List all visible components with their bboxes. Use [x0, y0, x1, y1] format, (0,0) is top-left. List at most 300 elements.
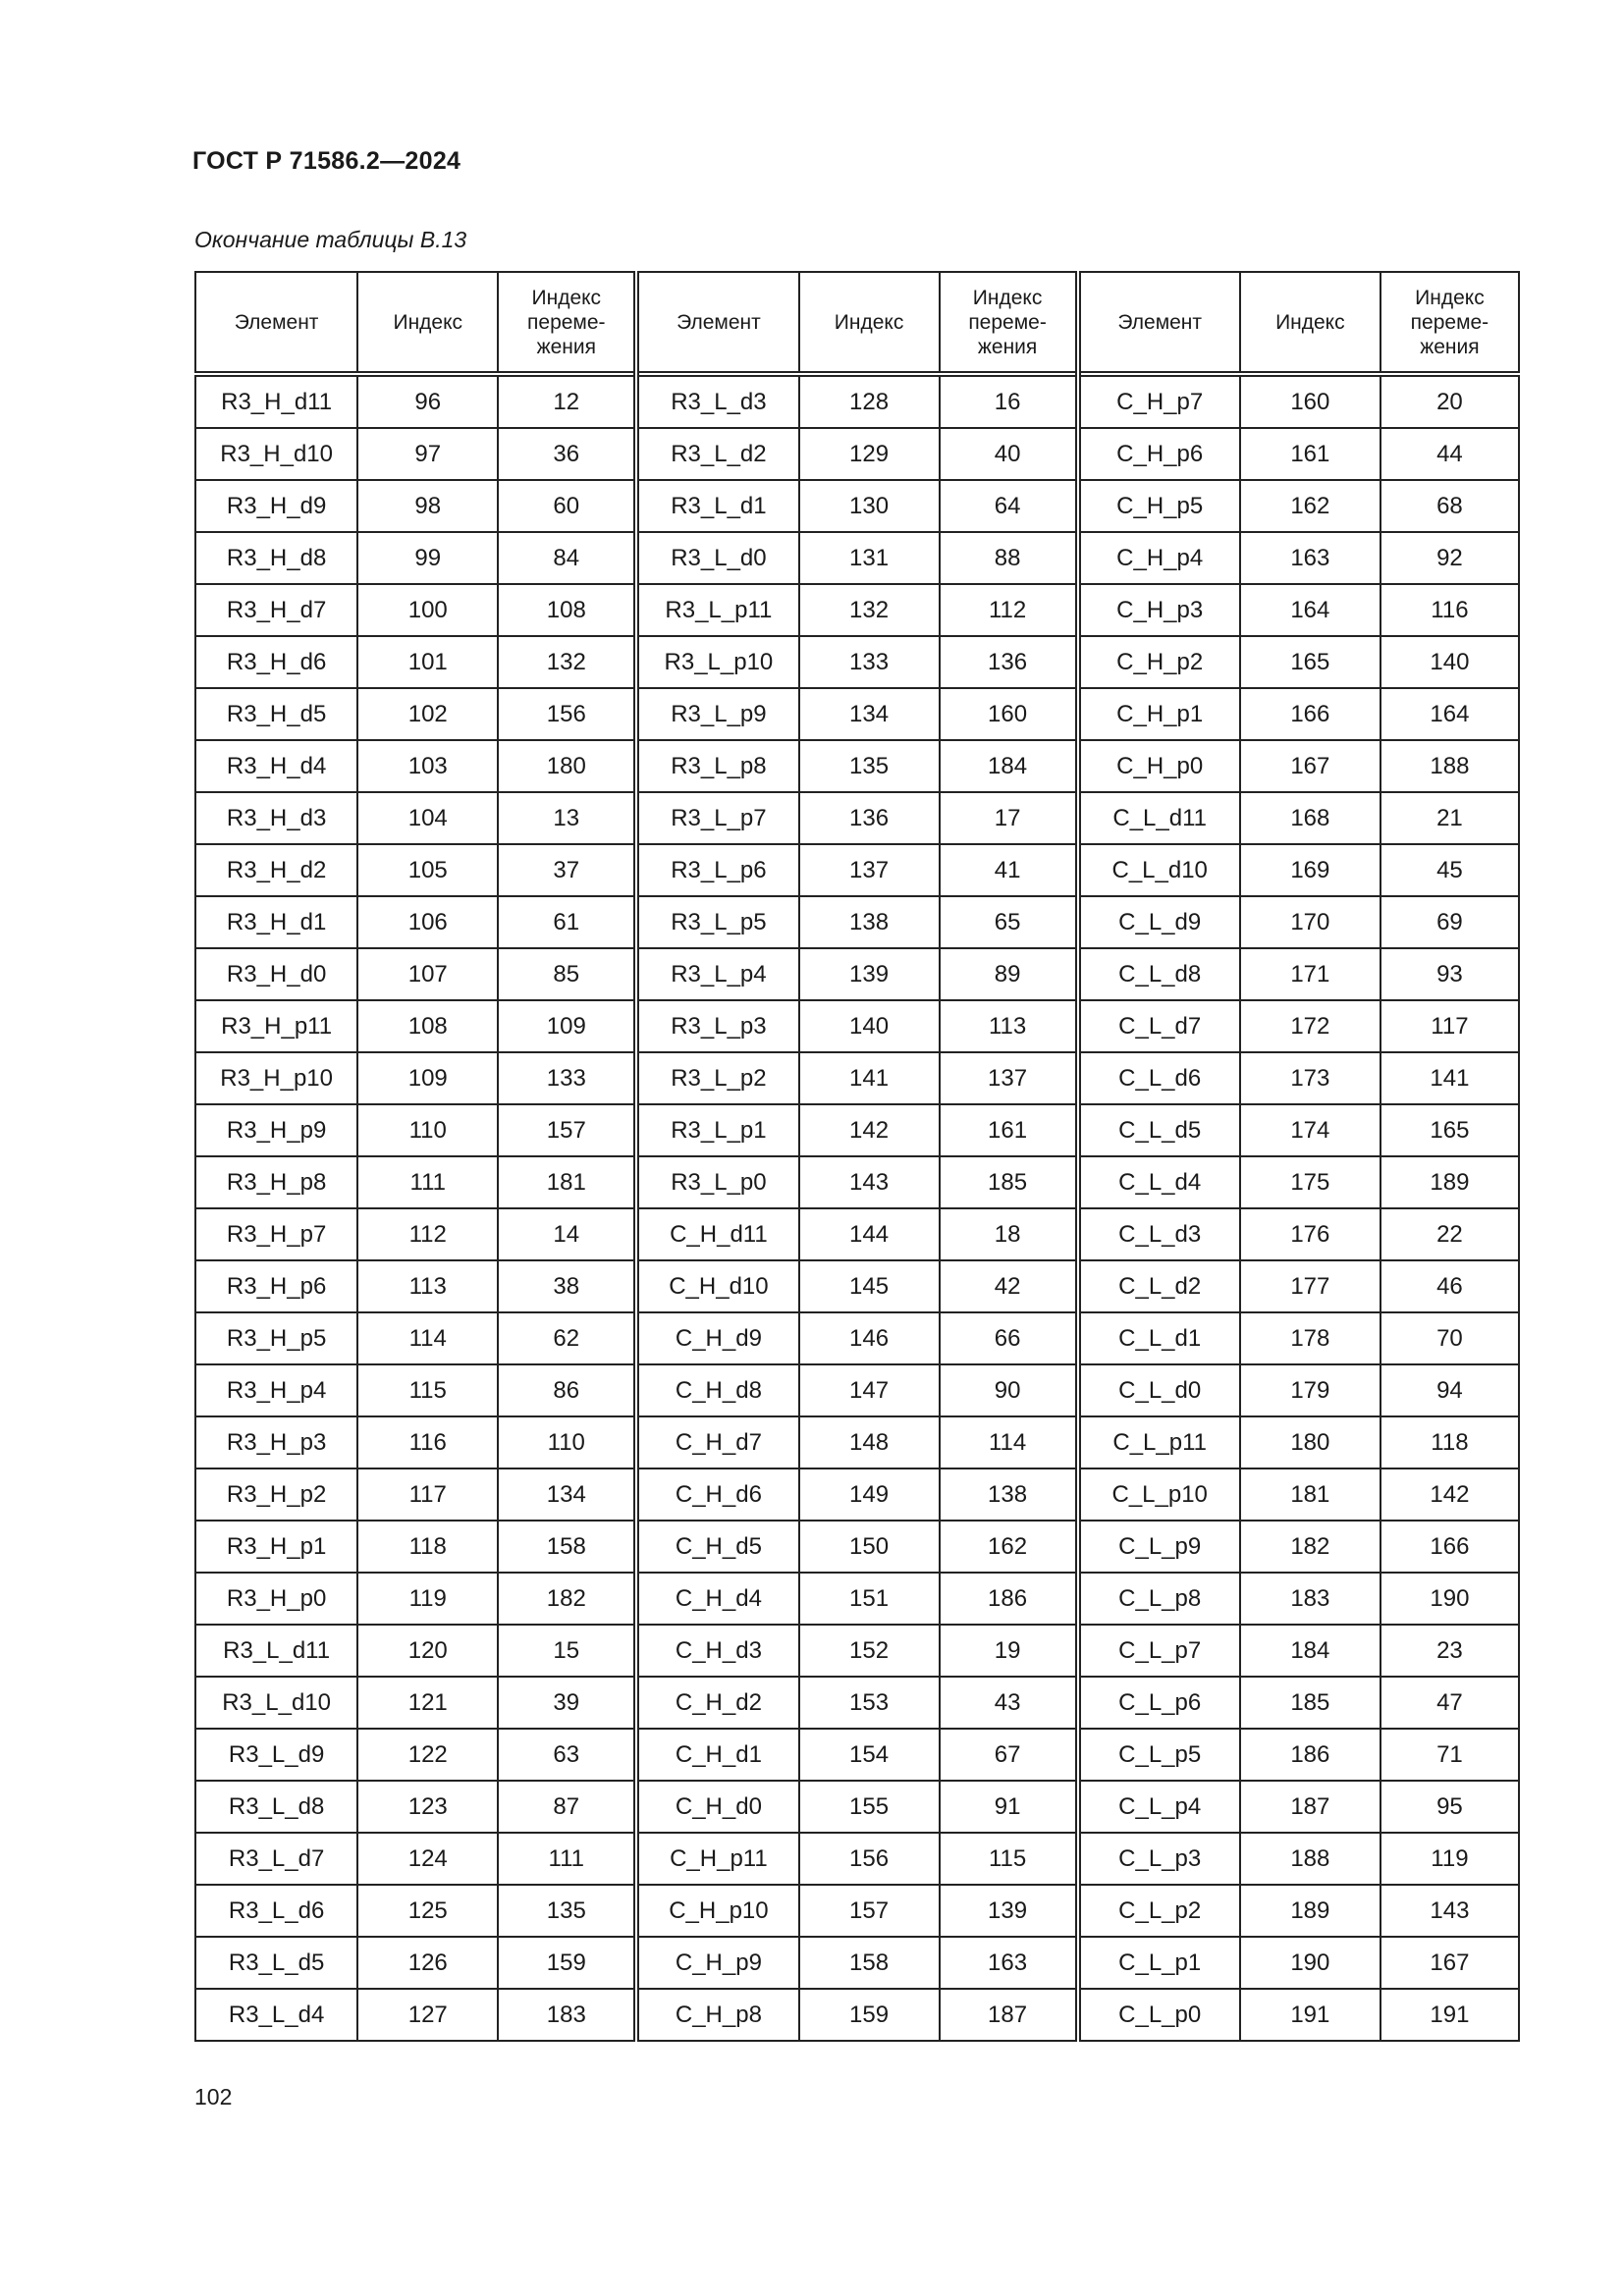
element-cell: C_L_d2	[1078, 1260, 1240, 1312]
interleave-index-cell: 94	[1380, 1364, 1519, 1416]
index-cell: 134	[799, 688, 940, 740]
index-cell: 172	[1240, 1000, 1380, 1052]
element-cell: R3_H_p0	[195, 1573, 357, 1625]
index-cell: 185	[1240, 1677, 1380, 1729]
interleave-index-cell: 37	[498, 844, 636, 896]
element-cell: C_H_p11	[636, 1833, 798, 1885]
element-cell: C_H_d2	[636, 1677, 798, 1729]
table-row	[195, 1468, 1519, 1521]
element-cell: C_L_d9	[1078, 896, 1240, 948]
interleave-index-cell: 164	[1380, 688, 1519, 740]
element-cell: R3_H_p8	[195, 1156, 357, 1208]
table-row	[195, 584, 1519, 636]
element-cell: R3_L_d7	[195, 1833, 357, 1885]
index-cell: 163	[1240, 532, 1380, 584]
element-cell: C_H_d9	[636, 1312, 798, 1364]
element-cell: C_L_p5	[1078, 1729, 1240, 1781]
element-cell: C_L_p6	[1078, 1677, 1240, 1729]
interleave-index-cell: 44	[1380, 428, 1519, 480]
index-cell: 124	[357, 1833, 498, 1885]
table-row	[195, 1677, 1519, 1729]
index-cell: 119	[357, 1573, 498, 1625]
index-cell: 117	[357, 1468, 498, 1521]
interleave-index-cell: 42	[940, 1260, 1078, 1312]
index-cell: 149	[799, 1468, 940, 1521]
index-cell: 179	[1240, 1364, 1380, 1416]
header-row	[195, 272, 1519, 374]
index-cell: 154	[799, 1729, 940, 1781]
interleave-index-cell: 118	[1380, 1416, 1519, 1468]
index-cell: 103	[357, 740, 498, 792]
index-cell: 162	[1240, 480, 1380, 532]
element-cell: R3_H_d6	[195, 636, 357, 688]
element-cell: R3_H_d9	[195, 480, 357, 532]
interleave-index-cell: 109	[498, 1000, 636, 1052]
element-cell: C_L_p11	[1078, 1416, 1240, 1468]
index-cell: 145	[799, 1260, 940, 1312]
element-cell: R3_L_d5	[195, 1937, 357, 1989]
interleave-index-cell: 185	[940, 1156, 1078, 1208]
element-cell: C_H_p7	[1078, 374, 1240, 428]
interleave-index-cell: 63	[498, 1729, 636, 1781]
index-cell: 121	[357, 1677, 498, 1729]
interleave-index-cell: 45	[1380, 844, 1519, 896]
interleave-index-cell: 20	[1380, 374, 1519, 428]
element-cell: R3_L_p10	[636, 636, 798, 688]
index-cell: 169	[1240, 844, 1380, 896]
element-cell: C_L_d6	[1078, 1052, 1240, 1104]
interleave-index-cell: 180	[498, 740, 636, 792]
index-cell: 150	[799, 1521, 940, 1573]
index-cell: 183	[1240, 1573, 1380, 1625]
index-table	[194, 271, 1520, 2042]
interleave-index-cell: 47	[1380, 1677, 1519, 1729]
index-cell: 146	[799, 1312, 940, 1364]
index-cell: 110	[357, 1104, 498, 1156]
element-cell: R3_L_p9	[636, 688, 798, 740]
index-cell: 104	[357, 792, 498, 844]
element-cell: R3_H_d0	[195, 948, 357, 1000]
interleave-index-cell: 134	[498, 1468, 636, 1521]
element-cell: C_H_p2	[1078, 636, 1240, 688]
index-cell: 174	[1240, 1104, 1380, 1156]
index-cell: 171	[1240, 948, 1380, 1000]
index-cell: 135	[799, 740, 940, 792]
interleave-index-cell: 142	[1380, 1468, 1519, 1521]
interleave-index-cell: 17	[940, 792, 1078, 844]
table-row	[195, 1052, 1519, 1104]
element-cell: C_L_p0	[1078, 1989, 1240, 2041]
index-cell: 167	[1240, 740, 1380, 792]
index-cell: 189	[1240, 1885, 1380, 1937]
table-row	[195, 532, 1519, 584]
element-cell: C_H_d6	[636, 1468, 798, 1521]
index-cell: 188	[1240, 1833, 1380, 1885]
interleave-index-cell: 21	[1380, 792, 1519, 844]
interleave-index-cell: 60	[498, 480, 636, 532]
interleave-index-cell: 135	[498, 1885, 636, 1937]
index-cell: 176	[1240, 1208, 1380, 1260]
table-row	[195, 1104, 1519, 1156]
element-cell: R3_L_d2	[636, 428, 798, 480]
interleave-index-cell: 141	[1380, 1052, 1519, 1104]
element-cell: R3_L_d4	[195, 1989, 357, 2041]
element-cell: C_L_p4	[1078, 1781, 1240, 1833]
element-cell: R3_L_p6	[636, 844, 798, 896]
index-cell: 118	[357, 1521, 498, 1573]
header-index: Индекс	[357, 272, 498, 374]
element-cell: R3_H_p3	[195, 1416, 357, 1468]
element-cell: R3_L_d3	[636, 374, 798, 428]
index-cell: 137	[799, 844, 940, 896]
table-row	[195, 844, 1519, 896]
interleave-index-cell: 92	[1380, 532, 1519, 584]
interleave-index-cell: 38	[498, 1260, 636, 1312]
index-cell: 105	[357, 844, 498, 896]
header-interleave-index: Индекс переме- жения	[940, 272, 1078, 374]
interleave-index-cell: 71	[1380, 1729, 1519, 1781]
interleave-index-cell: 93	[1380, 948, 1519, 1000]
interleave-index-cell: 65	[940, 896, 1078, 948]
index-cell: 126	[357, 1937, 498, 1989]
index-cell: 180	[1240, 1416, 1380, 1468]
element-cell: C_H_d8	[636, 1364, 798, 1416]
page-number: 102	[194, 2084, 233, 2109]
interleave-index-cell: 66	[940, 1312, 1078, 1364]
table-row	[195, 688, 1519, 740]
interleave-index-cell: 188	[1380, 740, 1519, 792]
document-code: ГОСТ Р 71586.2—2024	[192, 147, 461, 175]
element-cell: C_L_d5	[1078, 1104, 1240, 1156]
element-cell: C_H_p0	[1078, 740, 1240, 792]
index-cell: 106	[357, 896, 498, 948]
element-cell: C_L_d0	[1078, 1364, 1240, 1416]
table-row	[195, 374, 1519, 428]
element-cell: R3_H_p1	[195, 1521, 357, 1573]
interleave-index-cell: 64	[940, 480, 1078, 532]
interleave-index-cell: 87	[498, 1781, 636, 1833]
element-cell: R3_H_p10	[195, 1052, 357, 1104]
index-cell: 182	[1240, 1521, 1380, 1573]
index-cell: 164	[1240, 584, 1380, 636]
interleave-index-cell: 167	[1380, 1937, 1519, 1989]
interleave-index-cell: 113	[940, 1000, 1078, 1052]
element-cell: C_H_p3	[1078, 584, 1240, 636]
index-cell: 178	[1240, 1312, 1380, 1364]
table-row	[195, 428, 1519, 480]
element-cell: R3_H_d7	[195, 584, 357, 636]
table-row	[195, 1208, 1519, 1260]
index-cell: 139	[799, 948, 940, 1000]
interleave-index-cell: 41	[940, 844, 1078, 896]
interleave-index-cell: 108	[498, 584, 636, 636]
table-row	[195, 1885, 1519, 1937]
interleave-index-cell: 84	[498, 532, 636, 584]
element-cell: R3_H_d11	[195, 374, 357, 428]
index-cell: 133	[799, 636, 940, 688]
index-cell: 130	[799, 480, 940, 532]
header-index: Индекс	[799, 272, 940, 374]
table-row	[195, 1625, 1519, 1677]
index-cell: 125	[357, 1885, 498, 1937]
index-cell: 155	[799, 1781, 940, 1833]
element-cell: R3_L_d10	[195, 1677, 357, 1729]
index-cell: 98	[357, 480, 498, 532]
interleave-index-cell: 68	[1380, 480, 1519, 532]
index-cell: 120	[357, 1625, 498, 1677]
table-row	[195, 1364, 1519, 1416]
interleave-index-cell: 90	[940, 1364, 1078, 1416]
element-cell: C_L_d1	[1078, 1312, 1240, 1364]
index-cell: 132	[799, 584, 940, 636]
interleave-index-cell: 70	[1380, 1312, 1519, 1364]
interleave-index-cell: 36	[498, 428, 636, 480]
index-cell: 166	[1240, 688, 1380, 740]
interleave-index-cell: 117	[1380, 1000, 1519, 1052]
index-cell: 161	[1240, 428, 1380, 480]
index-cell: 177	[1240, 1260, 1380, 1312]
interleave-index-cell: 132	[498, 636, 636, 688]
interleave-index-cell: 136	[940, 636, 1078, 688]
element-cell: R3_H_d3	[195, 792, 357, 844]
element-cell: C_H_d3	[636, 1625, 798, 1677]
index-cell: 148	[799, 1416, 940, 1468]
interleave-index-cell: 139	[940, 1885, 1078, 1937]
table-row	[195, 1156, 1519, 1208]
index-cell: 160	[1240, 374, 1380, 428]
interleave-index-cell: 160	[940, 688, 1078, 740]
interleave-index-cell: 23	[1380, 1625, 1519, 1677]
interleave-index-cell: 157	[498, 1104, 636, 1156]
element-cell: C_L_d11	[1078, 792, 1240, 844]
interleave-index-cell: 158	[498, 1521, 636, 1573]
table-row	[195, 1937, 1519, 1989]
index-cell: 100	[357, 584, 498, 636]
element-cell: R3_L_d11	[195, 1625, 357, 1677]
element-cell: R3_H_p4	[195, 1364, 357, 1416]
element-cell: R3_L_p0	[636, 1156, 798, 1208]
interleave-index-cell: 110	[498, 1416, 636, 1468]
index-cell: 96	[357, 374, 498, 428]
table-row	[195, 480, 1519, 532]
table-header	[195, 272, 1519, 374]
element-cell: C_L_p10	[1078, 1468, 1240, 1521]
header-element: Элемент	[1078, 272, 1240, 374]
table-row	[195, 1521, 1519, 1573]
index-cell: 168	[1240, 792, 1380, 844]
element-cell: C_H_p10	[636, 1885, 798, 1937]
interleave-index-cell: 114	[940, 1416, 1078, 1468]
element-cell: C_H_p9	[636, 1937, 798, 1989]
table-row	[195, 896, 1519, 948]
table-row	[195, 1989, 1519, 2041]
element-cell: R3_H_d10	[195, 428, 357, 480]
element-cell: R3_H_p2	[195, 1468, 357, 1521]
element-cell: R3_H_p9	[195, 1104, 357, 1156]
index-cell: 181	[1240, 1468, 1380, 1521]
table-row	[195, 1833, 1519, 1885]
index-cell: 186	[1240, 1729, 1380, 1781]
interleave-index-cell: 140	[1380, 636, 1519, 688]
element-cell: R3_H_d2	[195, 844, 357, 896]
element-cell: R3_L_p5	[636, 896, 798, 948]
table-row	[195, 1000, 1519, 1052]
interleave-index-cell: 14	[498, 1208, 636, 1260]
table-row	[195, 636, 1519, 688]
interleave-index-cell: 187	[940, 1989, 1078, 2041]
interleave-index-cell: 13	[498, 792, 636, 844]
element-cell: R3_L_p4	[636, 948, 798, 1000]
interleave-index-cell: 62	[498, 1312, 636, 1364]
table-row	[195, 948, 1519, 1000]
element-cell: C_H_p1	[1078, 688, 1240, 740]
element-cell: C_L_p2	[1078, 1885, 1240, 1937]
interleave-index-cell: 182	[498, 1573, 636, 1625]
interleave-index-cell: 119	[1380, 1833, 1519, 1885]
interleave-index-cell: 181	[498, 1156, 636, 1208]
index-cell: 107	[357, 948, 498, 1000]
index-cell: 108	[357, 1000, 498, 1052]
index-cell: 190	[1240, 1937, 1380, 1989]
element-cell: C_H_d7	[636, 1416, 798, 1468]
table-row	[195, 792, 1519, 844]
element-cell: C_H_d11	[636, 1208, 798, 1260]
index-cell: 131	[799, 532, 940, 584]
element-cell: R3_H_d4	[195, 740, 357, 792]
element-cell: C_L_p7	[1078, 1625, 1240, 1677]
element-cell: R3_L_p11	[636, 584, 798, 636]
interleave-index-cell: 88	[940, 532, 1078, 584]
element-cell: R3_L_d1	[636, 480, 798, 532]
element-cell: R3_L_d8	[195, 1781, 357, 1833]
index-cell: 138	[799, 896, 940, 948]
table-row	[195, 1312, 1519, 1364]
element-cell: R3_L_d6	[195, 1885, 357, 1937]
index-cell: 170	[1240, 896, 1380, 948]
header-index: Индекс	[1240, 272, 1380, 374]
interleave-index-cell: 190	[1380, 1573, 1519, 1625]
interleave-index-cell: 91	[940, 1781, 1078, 1833]
header-interleave-index: Индекс переме- жения	[498, 272, 636, 374]
index-cell: 114	[357, 1312, 498, 1364]
element-cell: C_L_d4	[1078, 1156, 1240, 1208]
index-cell: 142	[799, 1104, 940, 1156]
table-caption: Окончание таблицы В.13	[194, 227, 467, 252]
table-row	[195, 1729, 1519, 1781]
index-cell: 112	[357, 1208, 498, 1260]
index-cell: 97	[357, 428, 498, 480]
table-row	[195, 740, 1519, 792]
interleave-index-cell: 112	[940, 584, 1078, 636]
interleave-index-cell: 85	[498, 948, 636, 1000]
interleave-index-cell: 43	[940, 1677, 1078, 1729]
index-cell: 151	[799, 1573, 940, 1625]
index-cell: 173	[1240, 1052, 1380, 1104]
element-cell: C_H_d5	[636, 1521, 798, 1573]
interleave-index-cell: 16	[940, 374, 1078, 428]
interleave-index-cell: 116	[1380, 584, 1519, 636]
element-cell: R3_L_p2	[636, 1052, 798, 1104]
index-cell: 101	[357, 636, 498, 688]
interleave-index-cell: 95	[1380, 1781, 1519, 1833]
element-cell: R3_H_p11	[195, 1000, 357, 1052]
index-cell: 187	[1240, 1781, 1380, 1833]
index-cell: 184	[1240, 1625, 1380, 1677]
interleave-index-cell: 69	[1380, 896, 1519, 948]
element-cell: R3_H_d5	[195, 688, 357, 740]
element-cell: C_H_p6	[1078, 428, 1240, 480]
element-cell: C_H_p5	[1078, 480, 1240, 532]
interleave-index-cell: 161	[940, 1104, 1078, 1156]
element-cell: C_H_p4	[1078, 532, 1240, 584]
index-cell: 129	[799, 428, 940, 480]
index-cell: 102	[357, 688, 498, 740]
interleave-index-cell: 22	[1380, 1208, 1519, 1260]
index-cell: 191	[1240, 1989, 1380, 2041]
index-cell: 115	[357, 1364, 498, 1416]
interleave-index-cell: 40	[940, 428, 1078, 480]
header-element: Элемент	[195, 272, 357, 374]
interleave-index-cell: 111	[498, 1833, 636, 1885]
element-cell: C_L_p8	[1078, 1573, 1240, 1625]
element-cell: R3_L_p7	[636, 792, 798, 844]
element-cell: C_H_p8	[636, 1989, 798, 2041]
interleave-index-cell: 163	[940, 1937, 1078, 1989]
interleave-index-cell: 18	[940, 1208, 1078, 1260]
element-cell: R3_L_d9	[195, 1729, 357, 1781]
interleave-index-cell: 61	[498, 896, 636, 948]
header-element: Элемент	[636, 272, 798, 374]
interleave-index-cell: 189	[1380, 1156, 1519, 1208]
element-cell: R3_H_d8	[195, 532, 357, 584]
element-cell: C_H_d1	[636, 1729, 798, 1781]
interleave-index-cell: 143	[1380, 1885, 1519, 1937]
interleave-index-cell: 138	[940, 1468, 1078, 1521]
interleave-index-cell: 184	[940, 740, 1078, 792]
interleave-index-cell: 67	[940, 1729, 1078, 1781]
element-cell: C_L_d8	[1078, 948, 1240, 1000]
interleave-index-cell: 166	[1380, 1521, 1519, 1573]
interleave-index-cell: 133	[498, 1052, 636, 1104]
index-cell: 147	[799, 1364, 940, 1416]
element-cell: R3_L_p3	[636, 1000, 798, 1052]
interleave-index-cell: 165	[1380, 1104, 1519, 1156]
element-cell: R3_L_p8	[636, 740, 798, 792]
interleave-index-cell: 159	[498, 1937, 636, 1989]
index-cell: 127	[357, 1989, 498, 2041]
table-row	[195, 1781, 1519, 1833]
index-cell: 153	[799, 1677, 940, 1729]
index-cell: 141	[799, 1052, 940, 1104]
table-row	[195, 1260, 1519, 1312]
index-cell: 111	[357, 1156, 498, 1208]
table-body	[195, 374, 1519, 2041]
index-cell: 165	[1240, 636, 1380, 688]
index-cell: 140	[799, 1000, 940, 1052]
element-cell: R3_L_d0	[636, 532, 798, 584]
element-cell: C_H_d10	[636, 1260, 798, 1312]
index-cell: 116	[357, 1416, 498, 1468]
element-cell: R3_H_p5	[195, 1312, 357, 1364]
element-cell: R3_H_d1	[195, 896, 357, 948]
index-cell: 109	[357, 1052, 498, 1104]
element-cell: C_L_p9	[1078, 1521, 1240, 1573]
interleave-index-cell: 156	[498, 688, 636, 740]
table-row	[195, 1416, 1519, 1468]
interleave-index-cell: 12	[498, 374, 636, 428]
element-cell: C_L_d10	[1078, 844, 1240, 896]
element-cell: R3_H_p6	[195, 1260, 357, 1312]
